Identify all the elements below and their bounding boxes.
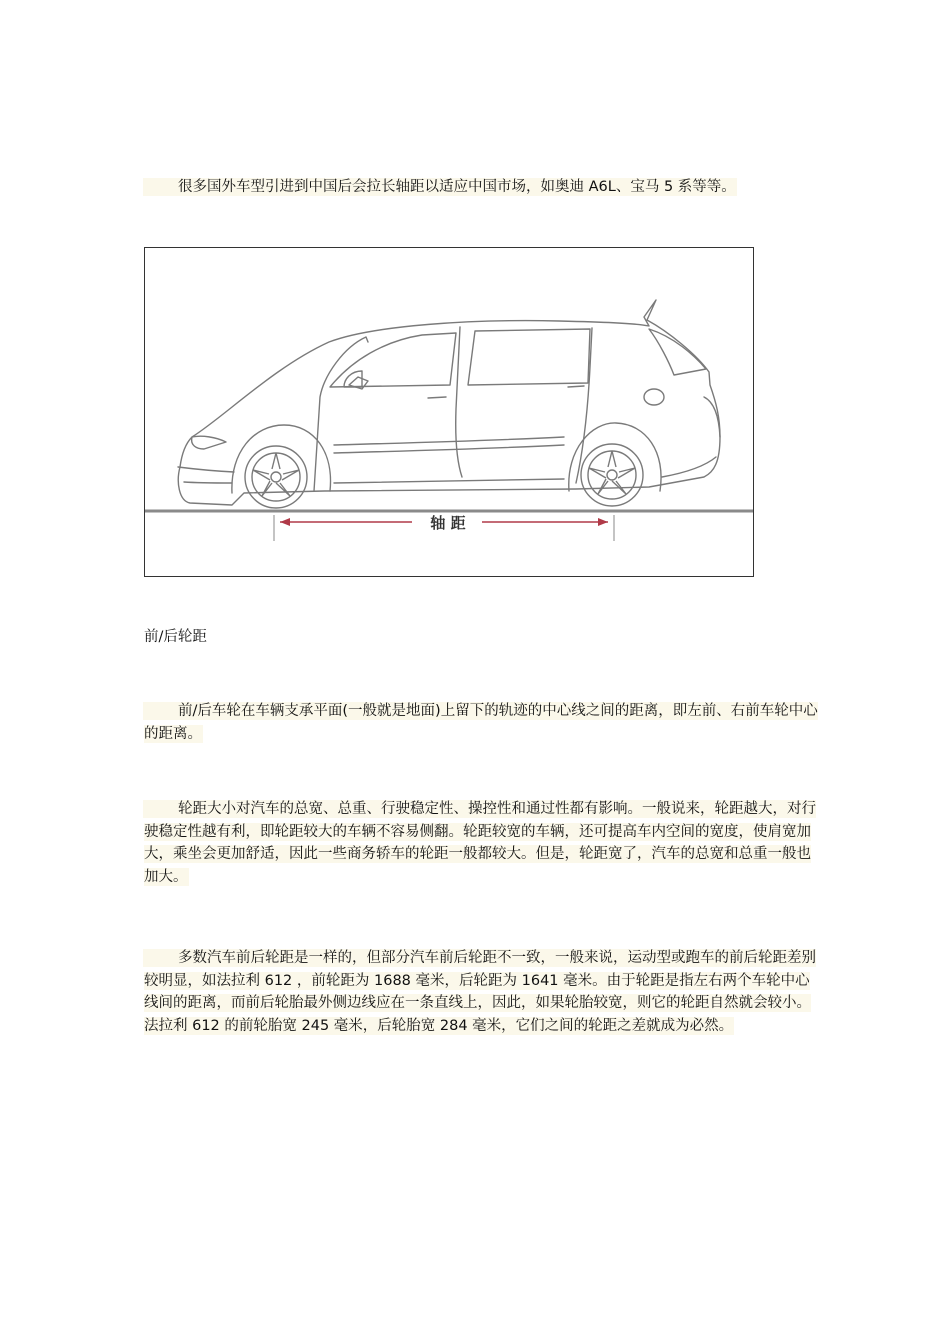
intro-paragraph <box>144 176 824 199</box>
wheelbase-label: 轴 距 <box>430 514 466 532</box>
paragraph-track-effects <box>144 798 824 888</box>
paragraph-text: 前/后车轮在车辆支承平面(一般就是地面)上留下的轨迹的中心线之间的距离，即左前、右前车轮中心的距离。 <box>144 703 818 742</box>
paragraph-track-definition <box>144 700 824 745</box>
wheelbase-diagram <box>144 247 754 577</box>
paragraph-text: 轮距大小对汽车的总宽、总重、行驶稳定性、操控性和通过性都有影响。一般说来，轮距越大，对行驶稳定性越有利，即轮距较大的车辆不容易侧翻。轮距较宽的车辆，还可提高车内空间的宽度，使肩宽加大，乘坐会更加舒适，因此一些商务轿车的轮距一般都较大。但是，轮距宽了，汽车的总宽和总重一般也加大。 <box>144 801 816 885</box>
intro-text: 很多国外车型引进到中国后会拉长轴距以适应中国市场，如奥迪 A6L、宝马 5 系等等。 <box>178 179 736 195</box>
paragraph-track-difference <box>144 947 824 1037</box>
paragraph-text: 多数汽车前后轮距是一样的，但部分汽车前后轮距不一致，一般来说，运动型或跑车的前后轮距差别较明显，如法拉利 612 ，前轮距为 1688 毫米，后轮距为 1641 毫米。由于轮距是指左右两个车轮中心线间的距离，而前后轮胎最外侧边线应在一条直线上，因此，如果轮胎较宽，则它的轮距自然就会较小。法拉利 612 的前轮胎宽 245 毫米，后轮胎宽 284 毫米，它们之间的轮距之差就成为必然。 <box>144 950 816 1034</box>
section-heading: 前/后轮距 <box>144 629 207 645</box>
